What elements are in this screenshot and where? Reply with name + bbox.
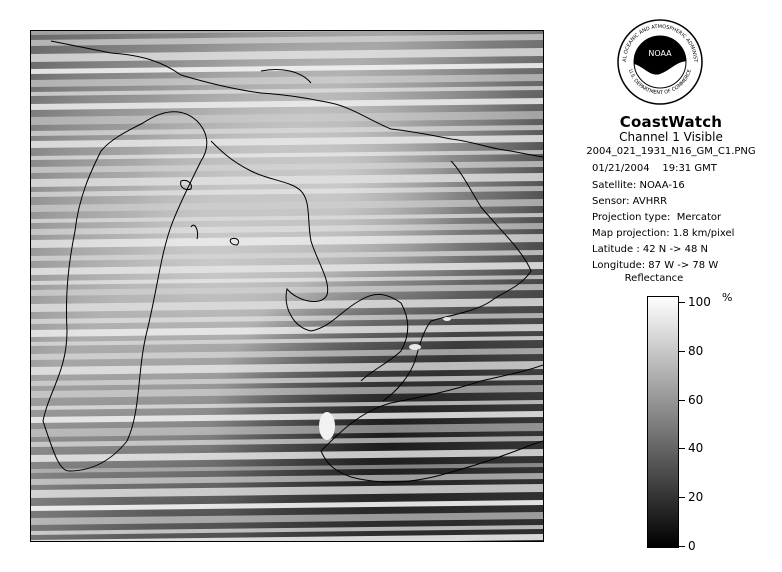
reflectance-colorbar: [647, 296, 679, 548]
colorbar-tick-label: 100: [688, 295, 711, 309]
colorbar-tick-mark: [679, 546, 685, 547]
product-title: CoastWatch: [619, 113, 723, 131]
satellite-map: [30, 30, 544, 542]
datetime-label: 01/21/2004 19:31 GMT: [592, 163, 717, 174]
satellite-label: Satellite: NOAA-16: [592, 180, 685, 191]
bright-cloud-patch: [443, 317, 451, 321]
colorbar-tick-label: 80: [688, 343, 704, 358]
map-image: [31, 31, 543, 541]
projection-type-label: Projection type: Mercator: [592, 212, 722, 223]
channel-title: Channel 1 Visible: [619, 130, 723, 144]
logo-ring-bottom-text: U.S. DEPARTMENT OF COMMERCE: [627, 68, 693, 97]
colorbar-tick-mark: [679, 448, 685, 449]
longitude-label: Longitude: 87 W -> 78 W: [592, 260, 719, 271]
latitude-label: Latitude : 42 N -> 48 N: [592, 244, 708, 255]
legend-title: Reflectance: [624, 273, 684, 284]
colorbar-tick-mark: [679, 497, 685, 498]
sensor-label: Sensor: AVHRR: [592, 196, 668, 207]
filename-label: 2004_021_1931_N16_GM_C1.PNG: [586, 146, 756, 157]
bright-cloud-patch: [409, 344, 421, 350]
map-projection-label: Map projection: 1.8 km/pixel: [592, 228, 735, 239]
colorbar-tick-mark: [679, 302, 685, 303]
colorbar-tick-label: 60: [688, 392, 704, 407]
legend-unit: %: [722, 291, 733, 304]
noaa-seal-icon: [616, 18, 704, 106]
colorbar-tick-label: 40: [688, 441, 704, 456]
logo-ring-top-text: AL OCEANIC AND ATMOSPHERIC ADMINIST: [621, 23, 699, 63]
logo-agency-text: NOAA: [648, 49, 672, 58]
bright-cloud-patch: [319, 412, 335, 440]
colorbar-tick-label: 0: [688, 539, 696, 553]
colorbar-tick-mark: [679, 351, 685, 352]
colorbar-tick-label: 20: [688, 490, 704, 505]
colorbar-tick-mark: [679, 400, 685, 401]
noaa-logo: [616, 18, 704, 106]
